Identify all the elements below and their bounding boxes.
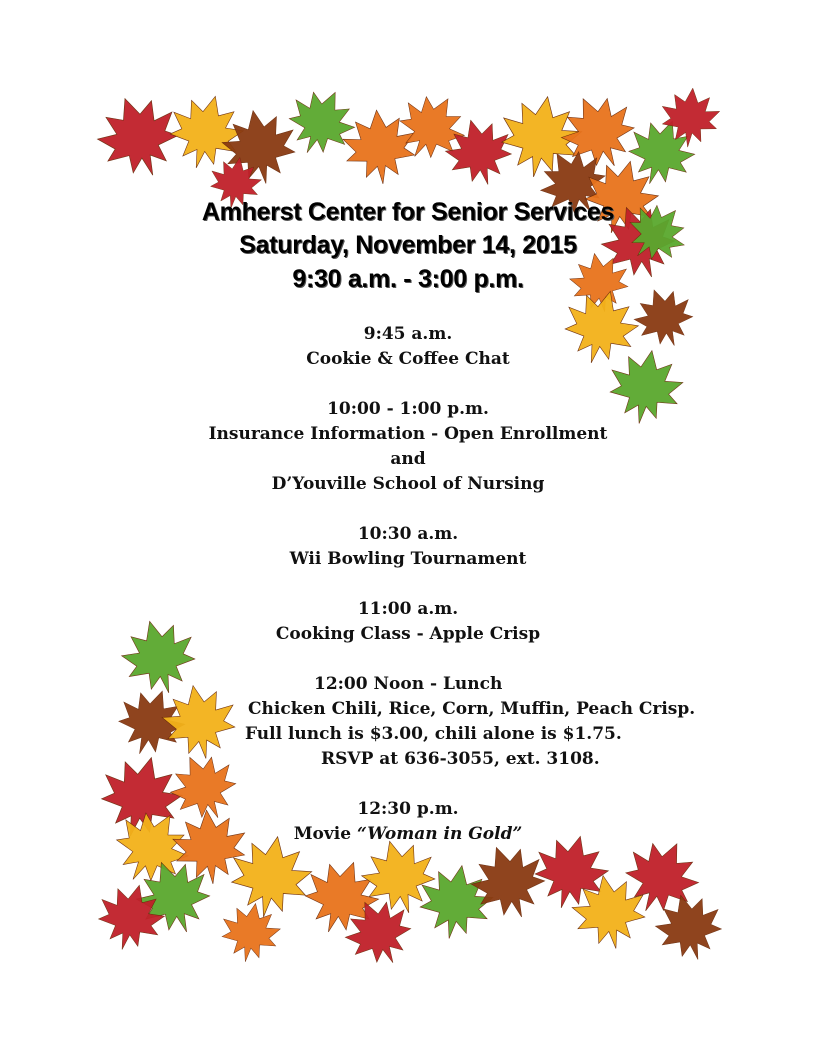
maple-leaf-icon: [217, 898, 284, 966]
event-hours: 9:30 a.m. - 3:00 p.m.: [292, 265, 524, 293]
event-date: Saturday, November 14, 2015: [239, 231, 577, 259]
event-1-time: 9:45 a.m.: [363, 324, 453, 344]
event-2-time: 10:00 - 1:00 p.m.: [327, 399, 489, 419]
event-5-rsvp: RSVP at 636-3055, ext. 3108.: [321, 749, 600, 769]
event-6-time: 12:30 p.m.: [357, 799, 459, 819]
event-2-title: Insurance Information - Open Enrollment: [208, 424, 608, 444]
org-title: Amherst Center for Senior Services: [201, 198, 615, 226]
event-2-and: and: [390, 449, 426, 469]
event-5-price: Full lunch is $3.00, chili alone is $1.75.: [245, 724, 622, 744]
event-6-title: [0, 822, 816, 847]
event-2-title-2: D’Youville School of Nursing: [271, 474, 545, 494]
event-3-title: Wii Bowling Tournament: [289, 549, 527, 569]
event-4-title: Cooking Class - Apple Crisp: [275, 624, 541, 644]
maple-leaf-icon: [341, 107, 419, 187]
movie-title: “Woman in Gold”: [356, 824, 523, 844]
movie-prefix: Movie: [293, 824, 357, 844]
maple-leaf-icon: [158, 679, 242, 764]
event-1-title: Cookie & Coffee Chat: [306, 349, 510, 369]
event-5-time: 12:00 Noon - Lunch: [314, 674, 503, 694]
event-4-time: 11:00 a.m.: [357, 599, 459, 619]
maple-leaf-icon: [88, 85, 190, 189]
event-5-menu: Chicken Chili, Rice, Corn, Muffin, Peach Crisp.: [248, 699, 696, 719]
event-3-time: 10:30 a.m.: [357, 524, 459, 544]
